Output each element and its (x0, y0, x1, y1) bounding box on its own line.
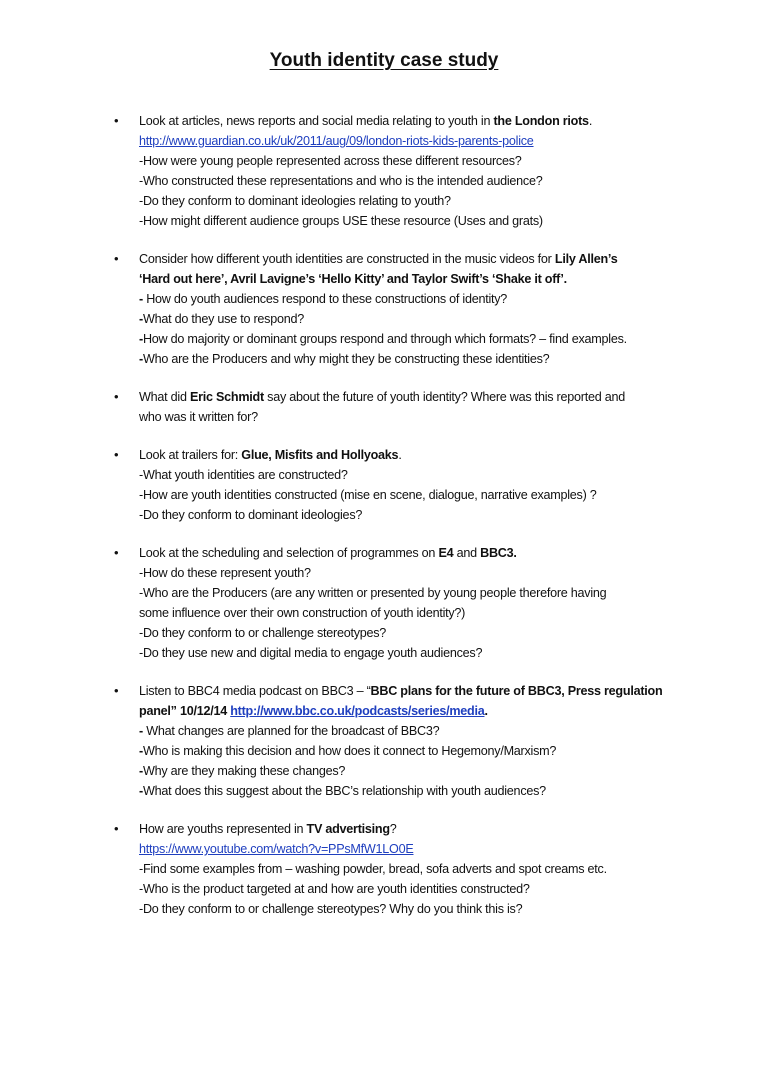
text-line (139, 879, 699, 899)
bold-text: - (139, 292, 147, 306)
bold-text: - (139, 312, 143, 326)
text-segment: -Do they conform to dominant ideologies? (139, 508, 363, 522)
text-line (139, 583, 699, 603)
hyperlink[interactable]: http://www.guardian.co.uk/uk/2011/aug/09/london-riots-kids-parents-police (139, 134, 534, 148)
text-line (139, 465, 699, 485)
text-line (139, 839, 699, 859)
text-line (139, 289, 699, 309)
text-line (139, 781, 699, 801)
text-line (139, 211, 699, 231)
text-line (139, 249, 699, 269)
text-segment: -Who constructed these representations and who is the intended audience? (139, 174, 543, 188)
text-segment: Consider how different youth identities are constructed in the music videos for (139, 252, 555, 266)
bullet-icon: • (114, 821, 119, 836)
text-segment: and (453, 546, 481, 560)
list-item (0, 249, 768, 369)
bold-text: TV advertising (306, 822, 390, 836)
list-item (0, 111, 768, 231)
text-segment: How are youths represented in (139, 822, 307, 836)
text-line (139, 309, 699, 329)
bold-text: BBC plans for the future of BBC3, Press regulation (370, 684, 663, 698)
text-segment: -Do they use new and digital media to engage youth audiences? (139, 646, 483, 660)
list-item (0, 819, 768, 919)
text-line (139, 407, 699, 427)
bold-text: - (139, 352, 143, 366)
text-segment: some influence over their own construction of youth identity?) (139, 606, 466, 620)
text-line (139, 191, 699, 211)
bold-text: - (139, 332, 143, 346)
text-line (139, 269, 699, 289)
text-line (139, 721, 699, 741)
list-item-content (139, 819, 699, 919)
bold-text: BBC3. (480, 546, 517, 560)
text-segment: What did (139, 390, 190, 404)
text-segment: -Do they conform to or challenge stereotypes? (139, 626, 387, 640)
bullet-icon: • (114, 447, 119, 462)
text-segment: -Who are the Producers (are any written or presented by young people therefore having (139, 586, 607, 600)
bold-text: - (139, 724, 147, 738)
bold-text: the London riots (493, 114, 589, 128)
text-line (139, 505, 699, 525)
text-segment: ? (389, 822, 397, 836)
bullet-icon: • (114, 545, 119, 560)
bullet-icon: • (114, 251, 119, 266)
text-segment: How do youth audiences respond to these constructions of identity? (146, 292, 508, 306)
list-item-content (139, 387, 699, 427)
text-line (139, 859, 699, 879)
text-segment: -Who is the product targeted at and how are youth identities constructed? (139, 882, 530, 896)
bold-text: Lily Allen’s (554, 252, 618, 266)
text-segment: Look at trailers for: (139, 448, 242, 462)
text-line (139, 485, 699, 505)
list-item-content (139, 681, 699, 801)
text-line (139, 171, 699, 191)
text-line (139, 563, 699, 583)
bullet-icon: • (114, 683, 119, 698)
text-segment: What changes are planned for the broadcast of BBC3? (146, 724, 440, 738)
bold-text: E4 (438, 546, 454, 560)
bullet-icon: • (114, 113, 119, 128)
text-segment: Who is making this decision and how does it connect to Hegemony/Marxism? (142, 744, 557, 758)
page-title: Youth identity case study (269, 50, 499, 71)
hyperlink[interactable]: http://www.bbc.co.uk/podcasts/series/media (230, 704, 485, 718)
text-segment: -How might different audience groups USE these resource (Uses and grats) (139, 214, 543, 228)
bold-text: - (139, 784, 143, 798)
text-line (139, 701, 699, 721)
hyperlink[interactable]: https://www.youtube.com/watch?v=PPsMfW1LO0E (139, 842, 414, 856)
bold-text: panel” 10/12/14 (139, 704, 231, 718)
text-line (139, 819, 699, 839)
text-line (139, 761, 699, 781)
list-item-content (139, 111, 699, 231)
text-segment: Listen to BBC4 media podcast on BBC3 – “ (139, 684, 371, 698)
text-line (139, 131, 699, 151)
bold-text: - (139, 764, 143, 778)
text-line (139, 151, 699, 171)
list-item (0, 681, 768, 801)
text-segment: How do majority or dominant groups respond and through which formats? – find examples. (142, 332, 627, 346)
text-segment: who was it written for? (139, 410, 258, 424)
bold-text: Eric Schmidt (189, 390, 264, 404)
bold-text: . (484, 704, 488, 718)
text-line (139, 111, 699, 131)
text-line (139, 349, 699, 369)
text-line (139, 681, 699, 701)
text-segment: -Do they conform to or challenge stereotypes? Why do you think this is? (139, 902, 523, 916)
list-item-content (139, 543, 699, 663)
bold-text: Glue, Misfits and Hollyoaks (241, 448, 399, 462)
bullet-icon: • (114, 389, 119, 404)
text-line (139, 741, 699, 761)
bold-text: ‘Hard out here’, Avril Lavigne’s ‘Hello Kitty’ and Taylor Swift’s ‘Shake it off’. (139, 272, 567, 286)
list-item (0, 445, 768, 525)
text-segment: -Do they conform to dominant ideologies relating to youth? (139, 194, 451, 208)
text-segment: . (398, 448, 402, 462)
text-segment: -How were young people represented across these different resources? (139, 154, 522, 168)
text-segment: say about the future of youth identity? Where was this reported and (263, 390, 625, 404)
text-line (139, 603, 699, 623)
text-line (139, 543, 699, 563)
text-segment: What do they use to respond? (142, 312, 304, 326)
list-item-content (139, 249, 699, 369)
text-segment: What does this suggest about the BBC’s relationship with youth audiences? (142, 784, 546, 798)
text-segment: -How do these represent youth? (139, 566, 311, 580)
text-segment: Why are they making these changes? (142, 764, 346, 778)
bold-text: - (139, 744, 143, 758)
list-item (0, 387, 768, 427)
text-line (139, 623, 699, 643)
list-item (0, 543, 768, 663)
text-segment: Who are the Producers and why might they be constructing these identities? (142, 352, 550, 366)
text-segment: Look at articles, news reports and social media relating to youth in (139, 114, 494, 128)
text-segment: -Find some examples from – washing powder, bread, sofa adverts and spot creams etc. (139, 862, 607, 876)
text-line (139, 445, 699, 465)
text-line (139, 899, 699, 919)
list-item-content (139, 445, 699, 525)
text-segment: Look at the scheduling and selection of programmes on (139, 546, 439, 560)
text-line (139, 329, 699, 349)
text-line (139, 643, 699, 663)
text-segment: . (588, 114, 593, 128)
bullet-list (0, 111, 768, 937)
text-segment: -How are youth identities constructed (mise en scene, dialogue, narrative examples) ? (139, 488, 597, 502)
text-line (139, 387, 699, 407)
text-segment: -What youth identities are constructed? (139, 468, 348, 482)
